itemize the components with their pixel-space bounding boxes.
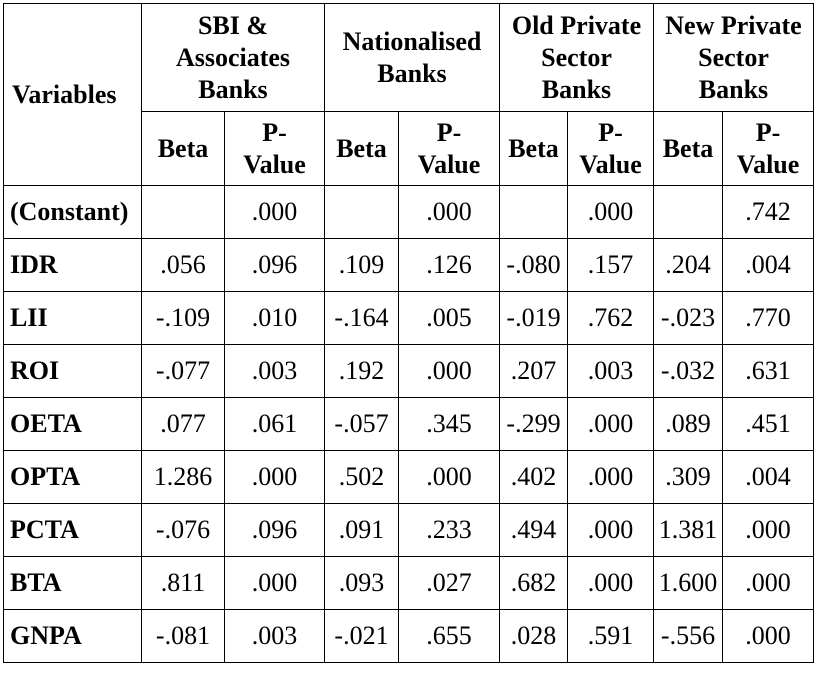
table-row — [4, 557, 814, 610]
p-value-header: P- Value — [723, 112, 814, 186]
p-value-cell: .000 — [225, 451, 325, 504]
p-value-cell: .000 — [225, 557, 325, 610]
table-row — [4, 610, 814, 663]
beta-cell: -.080 — [500, 239, 568, 292]
beta-cell: .077 — [142, 398, 225, 451]
beta-cell: -.076 — [142, 504, 225, 557]
variables-header: Variables — [4, 4, 142, 186]
row-label: OETA — [4, 398, 142, 451]
beta-cell: 1.381 — [654, 504, 723, 557]
beta-cell: -.109 — [142, 292, 225, 345]
beta-cell: 1.286 — [142, 451, 225, 504]
beta-cell — [325, 186, 399, 239]
p-value-cell: .655 — [399, 610, 500, 663]
beta-cell: -.077 — [142, 345, 225, 398]
beta-cell: -.057 — [325, 398, 399, 451]
p-value-cell: .631 — [723, 345, 814, 398]
beta-cell: -.164 — [325, 292, 399, 345]
beta-cell: .204 — [654, 239, 723, 292]
table-row — [4, 186, 814, 239]
p-value-cell: .451 — [723, 398, 814, 451]
p-value-cell: .004 — [723, 451, 814, 504]
beta-cell: .089 — [654, 398, 723, 451]
p-value-cell: .004 — [723, 239, 814, 292]
p-value-cell: .345 — [399, 398, 500, 451]
beta-cell: -.023 — [654, 292, 723, 345]
table-row — [4, 504, 814, 557]
beta-cell: .494 — [500, 504, 568, 557]
p-value-cell: .000 — [568, 186, 654, 239]
beta-cell: .028 — [500, 610, 568, 663]
p-value-cell: .233 — [399, 504, 500, 557]
p-value-cell: .003 — [225, 610, 325, 663]
p-value-cell: .000 — [399, 345, 500, 398]
row-label: GNPA — [4, 610, 142, 663]
beta-cell — [142, 186, 225, 239]
row-label: OPTA — [4, 451, 142, 504]
row-label: (Constant) — [4, 186, 142, 239]
table-row — [4, 451, 814, 504]
group-header-new-private: New Private Sector Banks — [654, 4, 814, 112]
beta-cell: .402 — [500, 451, 568, 504]
p-value-cell: .000 — [399, 451, 500, 504]
table-row — [4, 345, 814, 398]
beta-cell: -.021 — [325, 610, 399, 663]
p-value-cell: .000 — [568, 398, 654, 451]
beta-cell: -.556 — [654, 610, 723, 663]
p-value-cell: .762 — [568, 292, 654, 345]
p-value-cell: .027 — [399, 557, 500, 610]
p-value-cell: .591 — [568, 610, 654, 663]
p-value-header: P- Value — [568, 112, 654, 186]
beta-cell — [500, 186, 568, 239]
beta-cell: .192 — [325, 345, 399, 398]
beta-cell: .091 — [325, 504, 399, 557]
row-label: ROI — [4, 345, 142, 398]
p-value-cell: .096 — [225, 504, 325, 557]
beta-cell — [654, 186, 723, 239]
beta-cell: .093 — [325, 557, 399, 610]
beta-cell: .056 — [142, 239, 225, 292]
beta-header: Beta — [500, 112, 568, 186]
p-value-cell: .770 — [723, 292, 814, 345]
beta-cell: -.081 — [142, 610, 225, 663]
p-value-cell: .157 — [568, 239, 654, 292]
p-value-cell: .000 — [568, 451, 654, 504]
p-value-cell: .061 — [225, 398, 325, 451]
p-value-cell: .005 — [399, 292, 500, 345]
beta-cell: .502 — [325, 451, 399, 504]
p-value-cell: .000 — [399, 186, 500, 239]
table-row — [4, 292, 814, 345]
group-header-nationalised: Nationalised Banks — [325, 4, 500, 112]
p-value-header: P- Value — [225, 112, 325, 186]
beta-cell: -.032 — [654, 345, 723, 398]
beta-cell: .109 — [325, 239, 399, 292]
row-label: PCTA — [4, 504, 142, 557]
table-body — [4, 186, 814, 663]
regression-results-table — [3, 3, 814, 663]
p-value-cell: .000 — [723, 610, 814, 663]
header-row-groups — [4, 4, 814, 112]
p-value-cell: .000 — [568, 557, 654, 610]
p-value-cell: .003 — [568, 345, 654, 398]
p-value-cell: .126 — [399, 239, 500, 292]
row-label: LII — [4, 292, 142, 345]
table-row — [4, 239, 814, 292]
p-value-cell: .096 — [225, 239, 325, 292]
beta-cell: .811 — [142, 557, 225, 610]
p-value-cell: .000 — [568, 504, 654, 557]
beta-cell: .682 — [500, 557, 568, 610]
p-value-cell: .742 — [723, 186, 814, 239]
table-row — [4, 398, 814, 451]
row-label: IDR — [4, 239, 142, 292]
p-value-cell: .000 — [723, 557, 814, 610]
beta-cell: 1.600 — [654, 557, 723, 610]
p-value-cell: .003 — [225, 345, 325, 398]
beta-cell: -.019 — [500, 292, 568, 345]
group-header-sbi: SBI & Associates Banks — [142, 4, 325, 112]
p-value-cell: .010 — [225, 292, 325, 345]
beta-header: Beta — [142, 112, 225, 186]
p-value-cell: .000 — [723, 504, 814, 557]
beta-cell: .207 — [500, 345, 568, 398]
group-header-old-private: Old Private Sector Banks — [500, 4, 654, 112]
p-value-cell: .000 — [225, 186, 325, 239]
beta-header: Beta — [325, 112, 399, 186]
row-label: BTA — [4, 557, 142, 610]
beta-cell: .309 — [654, 451, 723, 504]
beta-cell: -.299 — [500, 398, 568, 451]
p-value-header: P- Value — [399, 112, 500, 186]
beta-header: Beta — [654, 112, 723, 186]
